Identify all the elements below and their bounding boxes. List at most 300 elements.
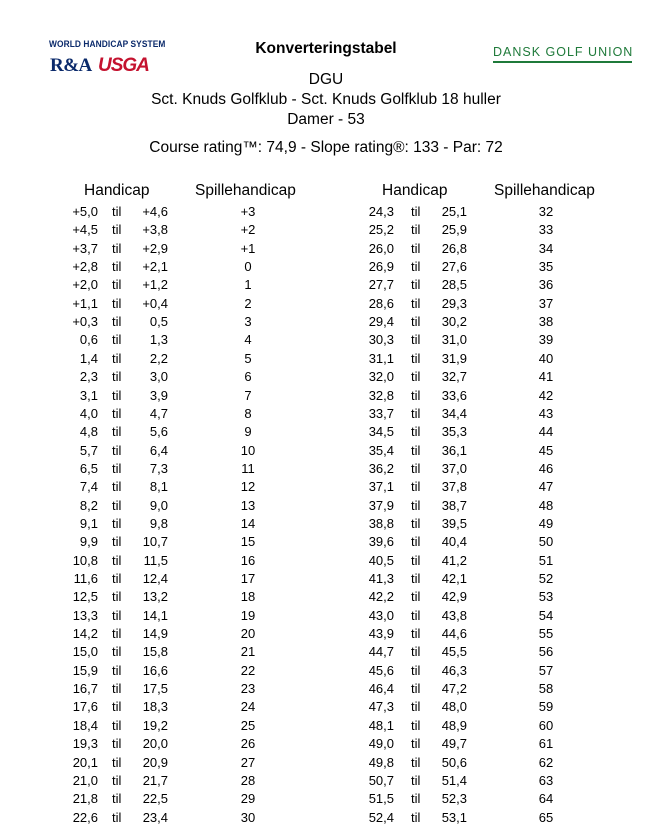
- playing-handicap: 56: [538, 644, 554, 660]
- handicap-from: 30,3: [368, 332, 394, 348]
- handicap-to: 17,5: [142, 681, 168, 697]
- playing-handicap: 53: [538, 589, 554, 605]
- handicap-from: +0,3: [72, 314, 98, 330]
- playing-handicap: 4: [244, 332, 252, 348]
- til-label: til: [411, 534, 421, 550]
- til-label: til: [112, 332, 122, 348]
- playing-handicap: 42: [538, 387, 554, 403]
- playing-handicap: 8: [244, 405, 252, 421]
- til-label: til: [112, 277, 122, 293]
- handicap-from: 21,0: [72, 772, 98, 788]
- til-label: til: [112, 809, 122, 825]
- til-label: til: [411, 424, 421, 440]
- til-label: til: [112, 204, 122, 219]
- playing-handicap: 40: [538, 350, 554, 366]
- til-label: til: [112, 460, 122, 476]
- handicap-from: 11,6: [73, 571, 98, 586]
- handicap-from: 31,1: [368, 350, 394, 366]
- handicap-from: +2,8: [72, 259, 98, 275]
- handicap-from: 8,2: [79, 497, 98, 513]
- playing-handicap: 62: [538, 754, 554, 770]
- playing-handicap: 29: [240, 791, 256, 807]
- handicap-from: +2,0: [72, 277, 98, 293]
- handicap-to: 33,6: [441, 387, 467, 403]
- til-label: til: [411, 754, 421, 770]
- table-row: [0, 699, 652, 717]
- handicap-to: 49,7: [441, 736, 467, 752]
- handicap-from: 3,1: [79, 387, 98, 403]
- handicap-to: 25,1: [441, 204, 467, 219]
- right-handicap-header: Handicap: [382, 182, 448, 199]
- handicap-to: 3,9: [149, 387, 168, 403]
- handicap-from: 32,0: [368, 369, 394, 385]
- playing-handicap: 15: [240, 534, 256, 550]
- playing-handicap: 9: [244, 424, 252, 440]
- handicap-to: 26,8: [441, 240, 467, 256]
- table-row: [0, 516, 652, 534]
- playing-handicap: 26: [240, 736, 256, 752]
- handicap-from: 34,5: [368, 424, 394, 440]
- til-label: til: [112, 295, 122, 311]
- handicap-from: 2,3: [79, 369, 98, 385]
- handicap-to: 18,3: [142, 699, 168, 715]
- handicap-to: 1,3: [149, 332, 168, 348]
- til-label: til: [112, 442, 122, 458]
- dansk-golf-union-logo: DANSK GOLF UNION: [493, 45, 634, 59]
- til-label: til: [411, 681, 421, 697]
- til-label: til: [411, 387, 421, 403]
- table-row: [0, 406, 652, 424]
- left-handicap-header: Handicap: [84, 182, 150, 199]
- playing-handicap: 44: [538, 424, 554, 440]
- handicap-from: 32,8: [368, 387, 394, 403]
- handicap-to: 13,2: [142, 589, 168, 605]
- handicap-to: 31,9: [441, 350, 467, 366]
- til-label: til: [411, 644, 421, 660]
- playing-handicap: 59: [538, 699, 554, 715]
- til-label: til: [112, 350, 122, 366]
- playing-handicap: 38: [538, 314, 554, 330]
- til-label: til: [112, 571, 122, 586]
- playing-handicap: 49: [538, 515, 554, 531]
- handicap-from: 13,3: [72, 607, 98, 623]
- handicap-to: 23,4: [142, 809, 168, 825]
- handicap-from: 46,4: [368, 681, 394, 697]
- til-label: til: [112, 791, 122, 807]
- handicap-from: 0,6: [79, 332, 98, 348]
- playing-handicap: 0: [244, 259, 252, 275]
- til-label: til: [112, 717, 122, 733]
- handicap-from: 15,9: [72, 662, 98, 678]
- til-label: til: [411, 240, 421, 256]
- table-row: [0, 644, 652, 662]
- playing-handicap: 20: [240, 626, 256, 642]
- tee-info: Damer - 53: [287, 111, 365, 128]
- til-label: til: [411, 791, 421, 807]
- handicap-to: 42,9: [441, 589, 467, 605]
- playing-handicap: 2: [244, 295, 252, 311]
- handicap-from: +5,0: [72, 204, 98, 219]
- playing-handicap: 36: [538, 277, 554, 293]
- til-label: til: [112, 552, 122, 568]
- handicap-from: 9,9: [79, 534, 98, 550]
- handicap-to: +3,8: [142, 222, 168, 238]
- playing-handicap: 25: [240, 717, 256, 733]
- handicap-from: +4,5: [72, 222, 98, 238]
- handicap-to: 35,3: [441, 424, 467, 440]
- handicap-from: 15,0: [72, 644, 98, 660]
- table-row: [0, 498, 652, 516]
- playing-handicap: 28: [240, 772, 256, 788]
- table-row: [0, 663, 652, 681]
- til-label: til: [411, 736, 421, 752]
- table-row: [0, 461, 652, 479]
- table-row: [0, 553, 652, 571]
- til-label: til: [411, 222, 421, 238]
- handicap-to: 37,8: [441, 479, 467, 495]
- table-row: [0, 277, 652, 295]
- handicap-from: 49,0: [368, 736, 394, 752]
- playing-handicap: 3: [244, 314, 252, 330]
- handicap-from: 44,7: [368, 644, 394, 660]
- handicap-from: 16,7: [72, 681, 98, 697]
- handicap-from: 18,4: [72, 717, 98, 733]
- til-label: til: [112, 589, 122, 605]
- til-label: til: [411, 332, 421, 348]
- handicap-to: 29,3: [441, 295, 467, 311]
- til-label: til: [112, 259, 122, 275]
- table-row: [0, 351, 652, 369]
- handicap-to: +2,9: [142, 240, 168, 256]
- table-row: [0, 222, 652, 240]
- til-label: til: [112, 607, 122, 623]
- table-row: [0, 241, 652, 259]
- table-row: [0, 718, 652, 736]
- handicap-from: 5,7: [79, 442, 98, 458]
- playing-handicap: 32: [538, 204, 554, 219]
- handicap-to: 45,5: [441, 644, 467, 660]
- handicap-from: 20,1: [72, 754, 98, 770]
- til-label: til: [411, 772, 421, 788]
- handicap-to: 50,6: [441, 754, 467, 770]
- handicap-to: 28,5: [441, 277, 467, 293]
- handicap-to: 41,2: [441, 552, 467, 568]
- handicap-from: 38,8: [368, 515, 394, 531]
- til-label: til: [411, 277, 421, 293]
- til-label: til: [112, 515, 122, 531]
- handicap-from: 33,7: [368, 405, 394, 421]
- table-row: [0, 681, 652, 699]
- handicap-to: 20,9: [142, 754, 168, 770]
- playing-handicap: 60: [538, 717, 554, 733]
- til-label: til: [411, 515, 421, 531]
- handicap-from: 17,6: [72, 699, 98, 715]
- page-title: Konverteringstabel: [255, 40, 397, 57]
- table-row: [0, 388, 652, 406]
- til-label: til: [112, 534, 122, 550]
- til-label: til: [112, 497, 122, 513]
- table-row: [0, 736, 652, 754]
- til-label: til: [411, 809, 421, 825]
- handicap-from: 43,9: [368, 626, 394, 642]
- handicap-from: +1,1: [72, 295, 98, 311]
- handicap-from: 1,4: [79, 350, 98, 366]
- til-label: til: [411, 259, 421, 275]
- til-label: til: [411, 497, 421, 513]
- handicap-from: 6,5: [79, 460, 98, 476]
- handicap-from: 27,7: [368, 277, 394, 293]
- playing-handicap: 27: [240, 754, 256, 770]
- til-label: til: [411, 405, 421, 421]
- til-label: til: [112, 222, 122, 238]
- playing-handicap: 12: [240, 479, 256, 495]
- handicap-to: +4,6: [142, 204, 168, 219]
- til-label: til: [411, 607, 421, 623]
- table-row: [0, 534, 652, 552]
- handicap-from: 22,6: [72, 809, 98, 825]
- playing-handicap: 19: [240, 607, 256, 623]
- playing-handicap: 47: [538, 479, 554, 495]
- handicap-to: 44,6: [441, 626, 467, 642]
- til-label: til: [411, 571, 421, 586]
- til-label: til: [411, 204, 421, 219]
- handicap-from: 24,3: [368, 204, 394, 219]
- til-label: til: [411, 589, 421, 605]
- whs-logo: WORLD HANDICAP SYSTEM: [49, 39, 166, 50]
- table-row: [0, 810, 652, 828]
- handicap-from: +3,7: [72, 240, 98, 256]
- handicap-to: 31,0: [441, 332, 467, 348]
- handicap-to: 53,1: [441, 809, 467, 825]
- handicap-from: 4,0: [79, 405, 98, 421]
- handicap-to: 0,5: [149, 314, 168, 330]
- playing-handicap: 1: [244, 277, 252, 293]
- playing-handicap: 18: [240, 589, 256, 605]
- handicap-to: 42,1: [441, 571, 467, 586]
- handicap-from: 12,5: [72, 589, 98, 605]
- til-label: til: [112, 681, 122, 697]
- handicap-from: 51,5: [368, 791, 394, 807]
- til-label: til: [411, 314, 421, 330]
- handicap-from: 41,3: [368, 571, 394, 586]
- playing-handicap: 39: [538, 332, 554, 348]
- handicap-from: 48,1: [368, 717, 394, 733]
- table-row: [0, 259, 652, 277]
- playing-handicap: 13: [240, 497, 256, 513]
- handicap-to: 38,7: [441, 497, 467, 513]
- logo-underline: [493, 61, 632, 63]
- table-row: [0, 626, 652, 644]
- handicap-from: 14,2: [72, 626, 98, 642]
- playing-handicap: 54: [538, 607, 554, 623]
- handicap-from: 40,5: [368, 552, 394, 568]
- playing-handicap: 34: [538, 240, 554, 256]
- handicap-to: 34,4: [441, 405, 467, 421]
- til-label: til: [411, 295, 421, 311]
- handicap-to: 30,2: [441, 314, 467, 330]
- handicap-from: 49,8: [368, 754, 394, 770]
- handicap-to: 12,4: [142, 571, 168, 586]
- til-label: til: [411, 699, 421, 715]
- table-row: [0, 332, 652, 350]
- handicap-to: 19,2: [142, 717, 168, 733]
- til-label: til: [411, 626, 421, 642]
- handicap-to: 7,3: [149, 460, 168, 476]
- handicap-to: 46,3: [441, 662, 467, 678]
- playing-handicap: 61: [538, 736, 554, 752]
- handicap-from: 26,0: [368, 240, 394, 256]
- table-row: [0, 204, 652, 222]
- til-label: til: [411, 442, 421, 458]
- handicap-to: 43,8: [441, 607, 467, 623]
- til-label: til: [112, 626, 122, 642]
- playing-handicap: 11: [241, 460, 255, 476]
- handicap-to: +0,4: [142, 295, 168, 311]
- til-label: til: [112, 754, 122, 770]
- handicap-to: 15,8: [142, 644, 168, 660]
- table-row: [0, 791, 652, 809]
- playing-handicap: 64: [538, 791, 554, 807]
- playing-handicap: 24: [240, 699, 256, 715]
- til-label: til: [411, 552, 421, 568]
- handicap-to: 52,3: [441, 791, 467, 807]
- handicap-to: 39,5: [441, 515, 467, 531]
- handicap-to: 37,0: [441, 460, 467, 476]
- playing-handicap: 58: [538, 681, 554, 697]
- til-label: til: [112, 736, 122, 752]
- handicap-from: 29,4: [368, 314, 394, 330]
- handicap-to: 40,4: [441, 534, 467, 550]
- organization: DGU: [308, 71, 344, 88]
- table-row: [0, 296, 652, 314]
- til-label: til: [112, 644, 122, 660]
- handicap-to: 27,6: [441, 259, 467, 275]
- playing-handicap: 14: [240, 515, 256, 531]
- handicap-to: 14,9: [142, 626, 168, 642]
- handicap-from: 9,1: [79, 515, 98, 531]
- playing-handicap: 43: [538, 405, 554, 421]
- handicap-to: 36,1: [441, 442, 467, 458]
- left-playing-header: Spillehandicap: [195, 182, 296, 199]
- handicap-to: 14,1: [142, 607, 168, 623]
- playing-handicap: 7: [244, 387, 252, 403]
- til-label: til: [112, 772, 122, 788]
- table-row: [0, 773, 652, 791]
- playing-handicap: 10: [240, 442, 256, 458]
- til-label: til: [411, 662, 421, 678]
- playing-handicap: 5: [244, 350, 252, 366]
- handicap-to: +2,1: [142, 259, 168, 275]
- til-label: til: [112, 424, 122, 440]
- handicap-from: 50,7: [368, 772, 394, 788]
- playing-handicap: 22: [240, 662, 256, 678]
- handicap-to: 20,0: [142, 736, 168, 752]
- handicap-to: 16,6: [142, 662, 168, 678]
- handicap-to: 8,1: [149, 479, 168, 495]
- handicap-to: 48,0: [441, 699, 467, 715]
- playing-handicap: 52: [538, 571, 554, 586]
- handicap-to: 4,7: [149, 405, 168, 421]
- til-label: til: [112, 699, 122, 715]
- playing-handicap: 16: [240, 552, 256, 568]
- table-row: [0, 571, 652, 589]
- playing-handicap: 55: [538, 626, 554, 642]
- til-label: til: [112, 314, 122, 330]
- playing-handicap: 51: [538, 552, 554, 568]
- handicap-from: 10,8: [72, 552, 98, 568]
- table-row: [0, 755, 652, 773]
- handicap-from: 26,9: [368, 259, 394, 275]
- handicap-to: 21,7: [142, 772, 168, 788]
- til-label: til: [112, 405, 122, 421]
- playing-handicap: +1: [240, 240, 256, 256]
- handicap-from: 37,1: [368, 479, 394, 495]
- ra-logo: R&A: [50, 55, 92, 76]
- handicap-to: 5,6: [149, 424, 168, 440]
- playing-handicap: 30: [240, 809, 256, 825]
- handicap-to: +1,2: [142, 277, 168, 293]
- handicap-from: 35,4: [368, 442, 394, 458]
- handicap-from: 7,4: [79, 479, 98, 495]
- handicap-from: 42,2: [368, 589, 394, 605]
- til-label: til: [112, 240, 122, 256]
- rating-info: Course rating™: 74,9 - Slope rating®: 133 - Par: 72: [149, 139, 503, 156]
- handicap-to: 11,5: [143, 552, 168, 568]
- club-name: Sct. Knuds Golfklub - Sct. Knuds Golfklub 18 huller: [151, 91, 501, 108]
- playing-handicap: 63: [538, 772, 554, 788]
- til-label: til: [112, 387, 122, 403]
- playing-handicap: 37: [538, 295, 554, 311]
- handicap-from: 37,9: [368, 497, 394, 513]
- table-row: [0, 479, 652, 497]
- handicap-to: 22,5: [142, 791, 168, 807]
- table-row: [0, 314, 652, 332]
- handicap-from: 52,4: [368, 809, 394, 825]
- playing-handicap: 65: [538, 809, 554, 825]
- handicap-from: 43,0: [368, 607, 394, 623]
- table-row: [0, 424, 652, 442]
- handicap-from: 19,3: [72, 736, 98, 752]
- playing-handicap: 33: [538, 222, 554, 238]
- handicap-to: 3,0: [149, 369, 168, 385]
- playing-handicap: 50: [538, 534, 554, 550]
- handicap-from: 25,2: [368, 222, 394, 238]
- handicap-to: 32,7: [441, 369, 467, 385]
- handicap-from: 39,6: [368, 534, 394, 550]
- right-playing-header: Spillehandicap: [494, 182, 595, 199]
- handicap-from: 47,3: [368, 699, 394, 715]
- playing-handicap: +2: [240, 222, 256, 238]
- handicap-to: 47,2: [441, 681, 467, 697]
- handicap-to: 9,8: [149, 515, 168, 531]
- table-row: [0, 369, 652, 387]
- table-row: [0, 589, 652, 607]
- playing-handicap: 45: [538, 442, 554, 458]
- handicap-to: 25,9: [441, 222, 467, 238]
- handicap-to: 9,0: [149, 497, 168, 513]
- handicap-to: 2,2: [149, 350, 168, 366]
- til-label: til: [411, 479, 421, 495]
- til-label: til: [411, 369, 421, 385]
- playing-handicap: 23: [240, 681, 256, 697]
- handicap-from: 28,6: [368, 295, 394, 311]
- handicap-to: 48,9: [441, 717, 467, 733]
- usga-logo: USGA: [98, 55, 149, 76]
- playing-handicap: 41: [538, 369, 554, 385]
- playing-handicap: 35: [538, 259, 554, 275]
- playing-handicap: 46: [538, 460, 554, 476]
- til-label: til: [112, 662, 122, 678]
